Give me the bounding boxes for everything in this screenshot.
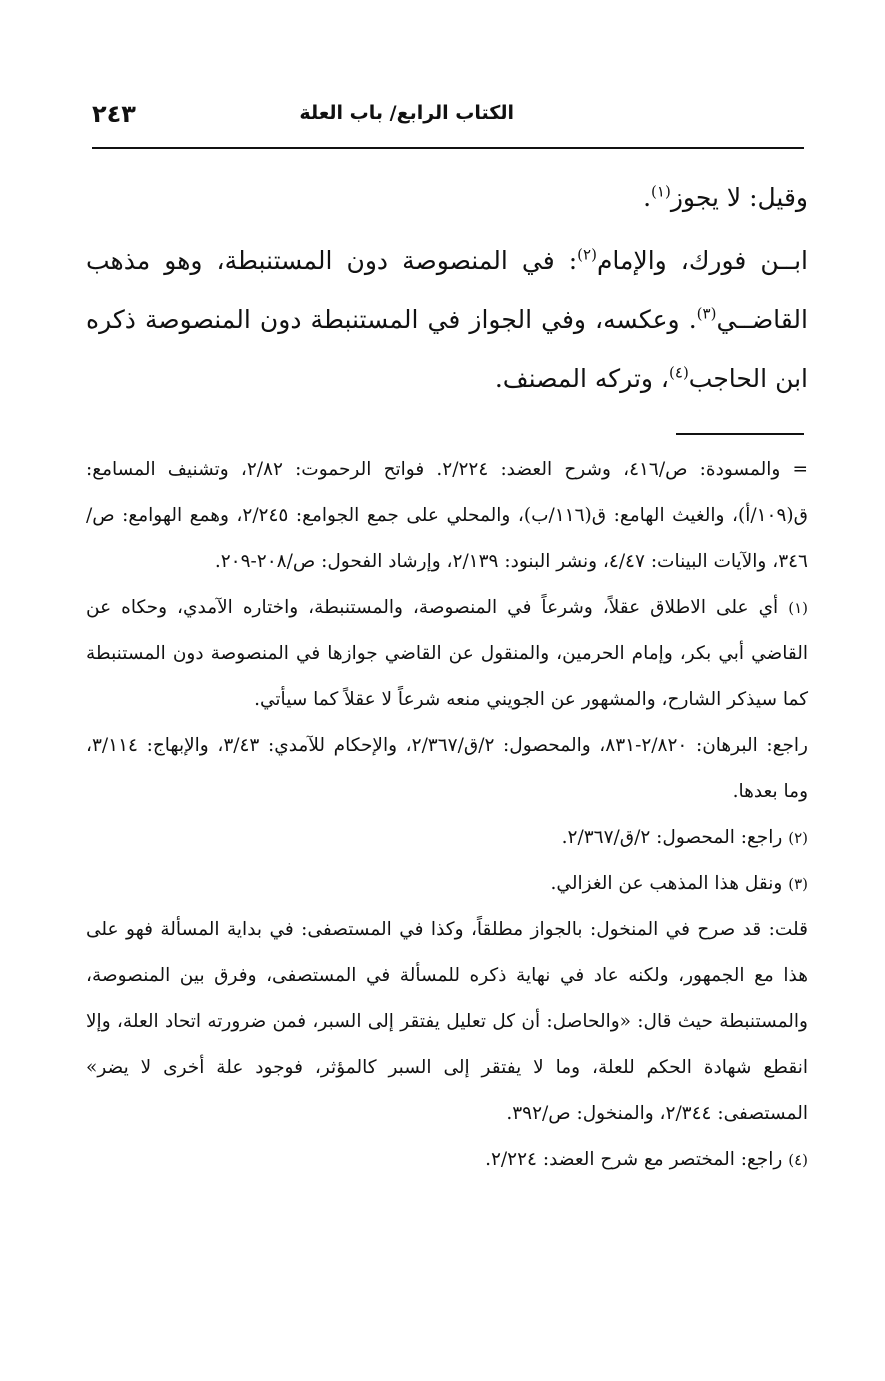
running-title: الكتاب الرابع/ باب العلة: [299, 102, 514, 124]
footnote-ref-1: (١): [651, 182, 671, 201]
footnotes: [86, 447, 808, 1183]
main-p2-text-b: : في المنصوصة دون المستنبطة، وهو مذهب القاضــي: [86, 246, 808, 334]
main-p2-text-c: . وعكسه، وفي الجواز في المستنبطة دون المنصوصة ذكره ابن الحاجب: [86, 305, 808, 393]
footnote-3-number: (٣): [788, 875, 808, 893]
main-p2-text-d: ، وتركه المصنف.: [494, 364, 670, 393]
header-rule: [92, 147, 804, 149]
page-number: ٢٤٣: [92, 100, 136, 128]
footnote-4: [86, 1137, 808, 1183]
footnote-rule: [676, 433, 804, 435]
footnote-1-text: أي على الاطلاق عقلاً، وشرعاً في المنصوصة، والمستنبطة، واختاره الآمدي، وحكاه عن القاضي أبي بكر، وإمام الحرمين، والمنقول عن القاضي جوازها في المنصوصة دون المستنبطة كما سيذكر الشارح، والمشهور عن الجويني منعه شرعاً لا عقلاً كما سيأتي.: [86, 597, 808, 710]
footnote-1-number: (١): [788, 599, 808, 617]
main-text: [86, 168, 808, 408]
footnote-4-text: راجع: المختصر مع شرح العضد: ٢/٢٢٤.: [485, 1149, 783, 1170]
main-paragraph-2: [86, 231, 808, 408]
footnote-2-text: راجع: المحصول: ٢/ق/٢/٣٦٧.: [561, 827, 783, 848]
main-p1-text: وقيل: لا يجوز: [670, 183, 808, 212]
footnote-2: [86, 815, 808, 861]
footnote-3: [86, 861, 808, 907]
footnote-1-references: راجع: البرهان: ٢/٨٢٠-٨٣١، والمحصول: ٢/ق/٢/٣٦٧، والإحكام للآمدي: ٣/٤٣، والإبهاج: ٣/١١٤، وما بعدها.: [86, 735, 808, 802]
main-p2-text-a: ابــن فورك، والإمام: [596, 246, 808, 275]
footnote-ref-2: (٢): [577, 245, 597, 264]
footnote-3-note: قلت: قد صرح في المنخول: بالجواز مطلقاً، وكذا في المستصفى: في بداية المسألة فهو على هذا مع الجمهور، ولكنه عاد في نهاية ذكره للمسألة في المستصفى، وفرق بين المنصوصة، والمستنبطة حيث قال: «والحاصل: أن كل تعليل يفتقر إلى السبر، فمن ضرورته اتحاد العلة، وإلا انقطع شهادة الحكم للعلة، وما لا يفتقر إلى السبر كالمؤثر، فوجود علة أخرى لا يضر» المستصفى: ٢/٣٤٤، والمنخول: ص/٣٩٢.: [86, 919, 808, 1124]
footnote-ref-4: (٤): [669, 363, 689, 382]
footnote-ref-3: (٣): [696, 304, 717, 323]
main-paragraph-1: [86, 168, 808, 227]
page-header: [92, 100, 804, 136]
footnote-4-number: (٤): [788, 1151, 808, 1169]
footnote-continuation: = والمسودة: ص/٤١٦، وشرح العضد: ٢/٢٢٤. فواتح الرحموت: ٢/٨٢، وتشنيف المسامع: ق(١٠٩/أ)، والغيث الهامع: ق(١١٦/ب)، والمحلي على جمع الجوامع: ٢/٢٤٥، وهمع الهوامع: ص/٣٤٦، والآيات البينات: ٤/٤٧، ونشر البنود: ٢/١٣٩، وإرشاد الفحول: ص/٢٠٨-٢٠٩.: [86, 459, 808, 572]
main-p1-end: .: [643, 183, 652, 212]
footnote-2-number: (٢): [788, 829, 808, 847]
footnote-1: [86, 585, 808, 723]
footnote-3-text: ونقل هذا المذهب عن الغزالي.: [550, 873, 783, 894]
